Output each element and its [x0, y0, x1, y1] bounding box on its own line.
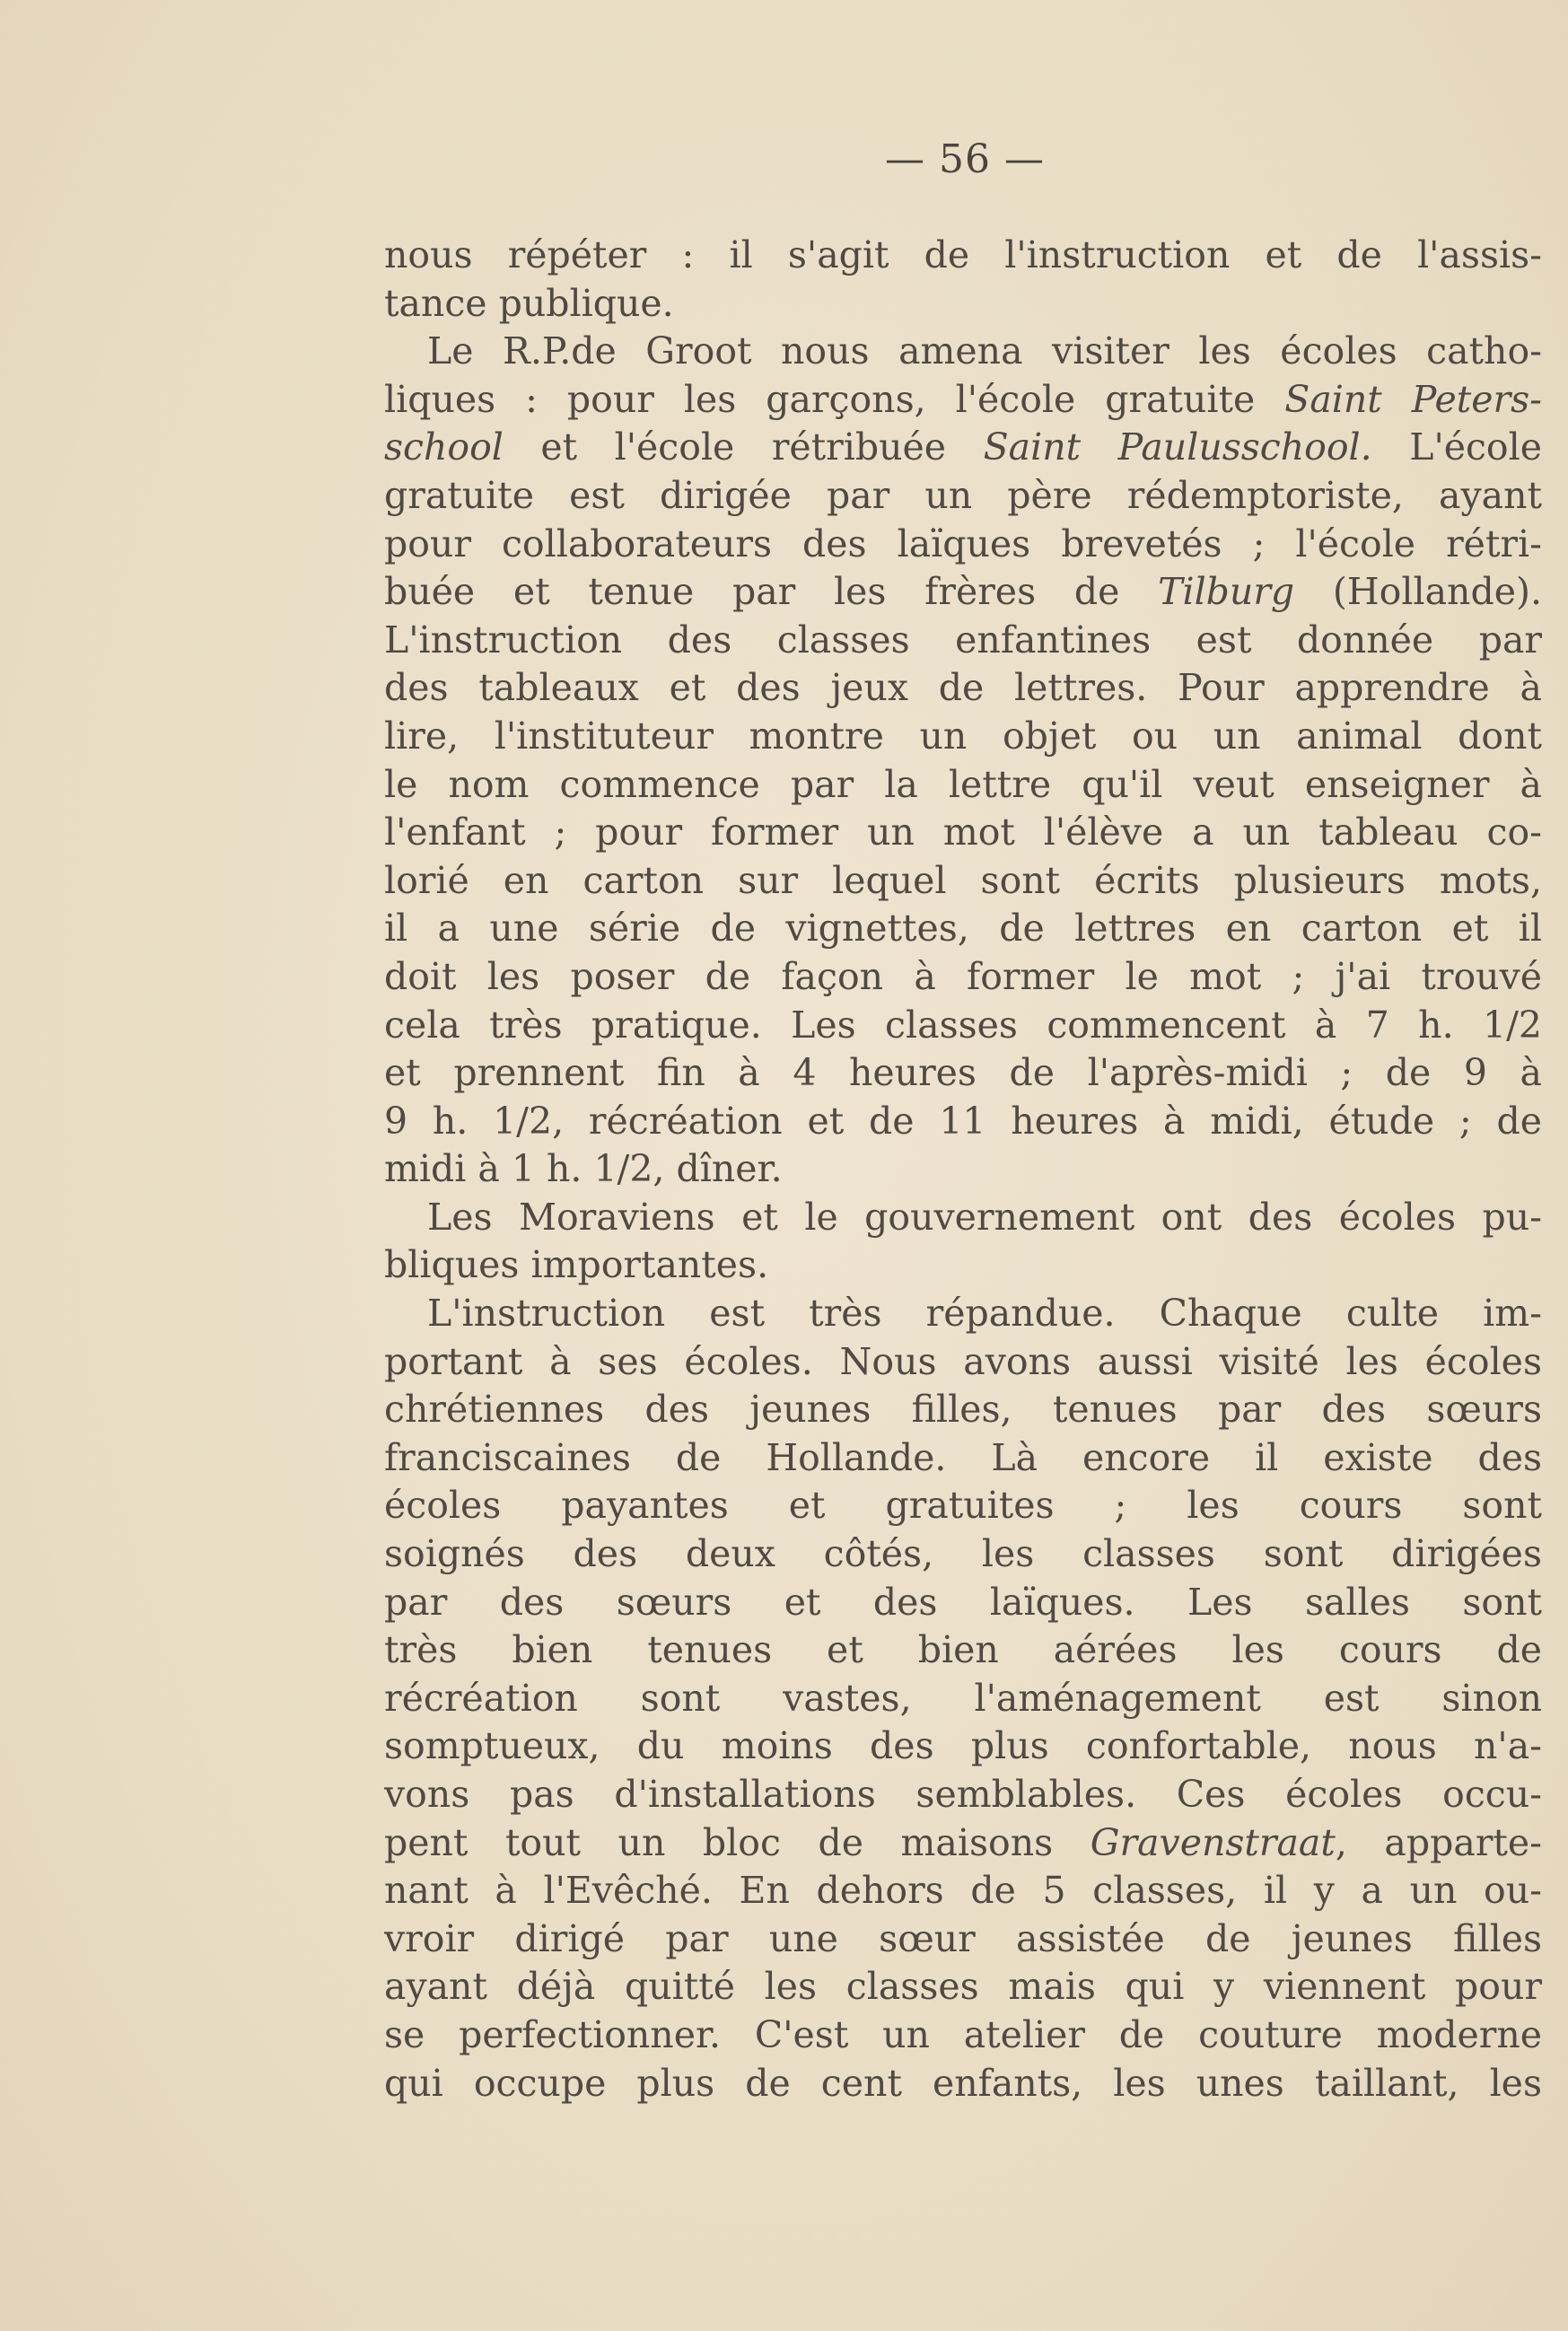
italic-name: Saint Paulusschool. [983, 425, 1372, 469]
text-line [384, 1867, 1542, 1915]
line-text: des tableaux et des jeux de lettres. Pour apprendre à [384, 666, 1542, 710]
line-text: bliques importantes. [384, 1243, 769, 1287]
line-text: l'enfant ; pour former un mot l'élève a un tableau co- [384, 811, 1542, 854]
line-text: gratuite est dirigée par un père rédemptoriste, ayant [384, 473, 1542, 517]
page-number: — 56 — [885, 136, 1045, 182]
text-line [384, 713, 1542, 761]
text-line [384, 1675, 1542, 1723]
line-text: liques : pour les garçons, l'école gratuite [384, 377, 1285, 421]
line-text: doit les poser de façon à former le mot ; j'ai trouvé [384, 954, 1542, 998]
line-text: midi à 1 h. 1/2, dîner. [384, 1147, 783, 1191]
text-line [384, 1241, 1542, 1290]
body-text [384, 232, 1551, 2108]
line-text: très bien tenues et bien aérées les cours de [384, 1628, 1542, 1672]
text-line [384, 1915, 1542, 1964]
italic-name: Tilburg [1158, 570, 1295, 614]
line-text: récréation sont vastes, l'aménagement est sinon [384, 1676, 1542, 1720]
text-line [384, 1098, 1542, 1146]
line-text: (Hollande). [1294, 570, 1542, 614]
text-line [384, 809, 1542, 857]
text-line [384, 1579, 1542, 1627]
line-text: franciscaines de Hollande. Là encore il existe des [384, 1435, 1542, 1479]
line-text: buée et tenue par les frères de [384, 570, 1159, 614]
line-text: cela très pratique. Les classes commencent à 7 h. 1/2 [384, 1003, 1542, 1047]
text-line [384, 905, 1542, 953]
italic-name: Gravenstraat [1090, 1820, 1336, 1864]
italic-name: Saint Peters- [1284, 377, 1542, 421]
text-line [384, 1434, 1542, 1483]
text-line [384, 1338, 1542, 1387]
text-line [384, 280, 1542, 329]
line-text: et prennent fin à 4 heures de l'après-midi ; de 9 à [384, 1051, 1542, 1095]
text-line [384, 1386, 1542, 1434]
line-text: vons pas d'installations semblables. Ces écoles occu- [384, 1773, 1542, 1816]
line-text: le nom commence par la lettre qu'il veut enseigner à [384, 762, 1542, 806]
line-text: soignés des deux côtés, les classes sont dirigées [384, 1532, 1542, 1576]
text-line [384, 1530, 1542, 1579]
line-text: somptueux, du moins des plus confortable, nous n'a- [384, 1724, 1542, 1768]
line-text: L'instruction des classes enfantines est donnée par [384, 618, 1542, 662]
text-line [384, 424, 1542, 472]
text-line [384, 521, 1542, 569]
text-line [384, 664, 1542, 713]
text-line [384, 617, 1542, 665]
line-text: Le R.P.de Groot nous amena visiter les écoles catho- [427, 329, 1542, 373]
text-line [384, 1626, 1542, 1675]
text-line [384, 328, 1542, 376]
line-text: lire, l'instituteur montre un objet ou un animal dont [384, 714, 1542, 758]
text-line [384, 1819, 1542, 1868]
line-text: et l'école rétribuée [503, 425, 984, 469]
line-text: par des sœurs et des laïques. Les salles sont [384, 1580, 1542, 1624]
line-text: nant à l'Evêché. En dehors de 5 classes, il y a un ou- [384, 1869, 1542, 1913]
text-line [384, 1771, 1542, 1819]
line-text: tance publique. [384, 281, 674, 325]
line-text: L'instruction est très répandue. Chaque culte im- [427, 1292, 1542, 1336]
line-text: pent tout un bloc de maisons [384, 1820, 1091, 1864]
text-line [384, 953, 1542, 1002]
line-text: , apparte- [1335, 1820, 1542, 1864]
text-line [384, 1482, 1542, 1530]
text-line [384, 761, 1542, 810]
line-text: il a une série de vignettes, de lettres en carton et il [384, 907, 1542, 951]
text-line [384, 376, 1542, 425]
text-line [384, 568, 1542, 617]
line-text: qui occupe plus de cent enfants, les unes taillant, les [384, 2061, 1542, 2105]
text-line [384, 1145, 1542, 1194]
line-text: L'école [1371, 425, 1542, 469]
line-text: pour collaborateurs des laïques brevetés ; l'école rétri- [384, 521, 1542, 565]
text-line [384, 472, 1542, 521]
text-line [384, 1194, 1542, 1242]
text-line [384, 1722, 1542, 1771]
text-line [384, 232, 1542, 280]
line-text: ayant déjà quitté les classes mais qui y viennent pour [384, 1965, 1542, 2009]
text-line [384, 1963, 1542, 2011]
line-text: 9 h. 1/2, récréation et de 11 heures à midi, étude ; de [384, 1099, 1542, 1143]
line-text: se perfectionner. C'est un atelier de couture moderne [384, 2012, 1542, 2056]
italic-name: school [384, 425, 504, 469]
line-text: écoles payantes et gratuites ; les cours sont [384, 1484, 1542, 1528]
text-line [384, 1290, 1542, 1338]
line-text: nous répéter : il s'agit de l'instruction et de l'assis- [384, 233, 1542, 276]
line-text: portant à ses écoles. Nous avons aussi visité les écoles [384, 1339, 1542, 1383]
text-line [384, 1049, 1542, 1098]
line-text: lorié en carton sur lequel sont écrits plusieurs mots, [384, 858, 1542, 902]
line-text: chrétiennes des jeunes filles, tenues par des sœurs [384, 1388, 1542, 1432]
text-line [384, 1002, 1542, 1050]
text-line [384, 857, 1542, 906]
line-text: vroir dirigé par une sœur assistée de jeunes filles [384, 1916, 1542, 1960]
line-text: Les Moraviens et le gouvernement ont des écoles pu- [427, 1195, 1542, 1239]
text-line [384, 2011, 1542, 2060]
text-line [384, 2060, 1542, 2108]
